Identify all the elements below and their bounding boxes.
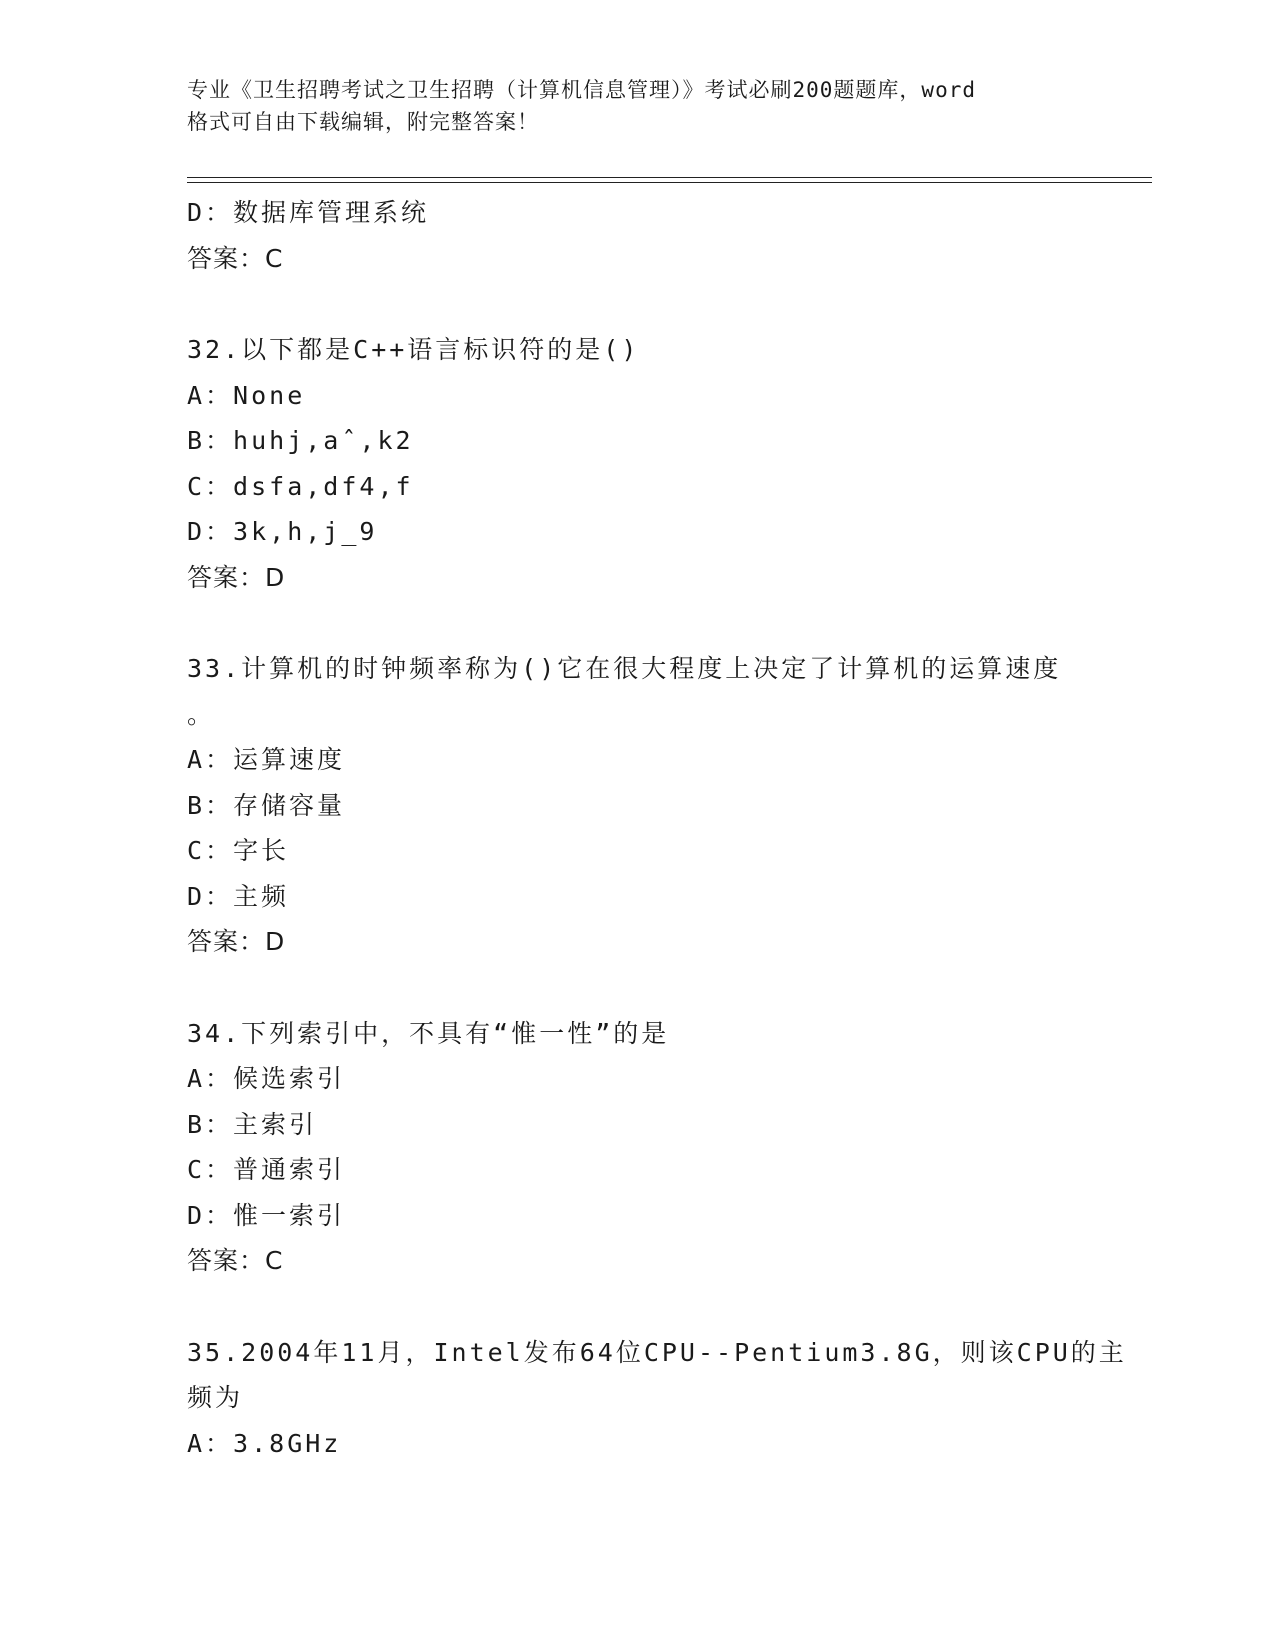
answer: 答案：C (187, 1246, 284, 1275)
answer: 答案：D (187, 562, 286, 592)
option-d: D：主频 (187, 881, 290, 911)
header-line-1: 专业《卫生招聘考试之卫生招聘（计算机信息管理）》考试必刷200题题库，word (187, 78, 976, 102)
option-d: D：数据库管理系统 (187, 198, 430, 227)
document-header (187, 74, 1087, 138)
option-b: B：主索引 (187, 1109, 318, 1139)
header-line-2: 格式可自由下载编辑，附完整答案！ (187, 110, 539, 134)
question-stem: 32.以下都是C++语言标识符的是() (187, 335, 640, 364)
header-divider-top (187, 177, 1152, 178)
option-d: D：3k,h,j_9 (187, 517, 378, 546)
option-c: C：dsfa,df4,f (187, 471, 414, 501)
question-35 (187, 1330, 1127, 1467)
header-divider-bottom (187, 182, 1152, 183)
option-a: A：3.8GHz (187, 1428, 342, 1458)
answer: 答案：C (187, 243, 284, 273)
option-b: B：huhj,aˆ,k2 (187, 426, 414, 455)
question-34 (187, 1011, 1087, 1284)
option-a: A：候选索引 (187, 1064, 346, 1093)
question-stem: 34.下列索引中，不具有“惟一性”的是 (187, 1018, 670, 1048)
question-stem-line-2: 频为 (187, 1383, 244, 1412)
option-c: C：字长 (187, 836, 290, 865)
question-list (187, 190, 1127, 1466)
question-stem-line-1: 33.计算机的时钟频率称为()它在很大程度上决定了计算机的运算速度 (187, 654, 1062, 683)
question-stem-line-1: 35.2004年11月，Intel发布64位CPU--Pentium3.8G，则该CPU的主 (187, 1337, 1127, 1367)
answer: 答案：D (187, 927, 286, 956)
spacer (187, 965, 1087, 1011)
option-a: A：运算速度 (187, 745, 346, 774)
spacer (187, 1284, 1087, 1330)
option-a: A：None (187, 380, 306, 410)
option-b: B：存储容量 (187, 790, 346, 820)
spacer (187, 600, 1087, 646)
spacer (187, 281, 1087, 327)
question-33 (187, 646, 1087, 965)
option-c: C：普通索引 (187, 1155, 346, 1184)
question-31-tail (187, 190, 1087, 281)
question-stem-line-2: 。 (187, 699, 216, 729)
question-32 (187, 327, 1087, 600)
option-d: D：惟一索引 (187, 1200, 346, 1230)
